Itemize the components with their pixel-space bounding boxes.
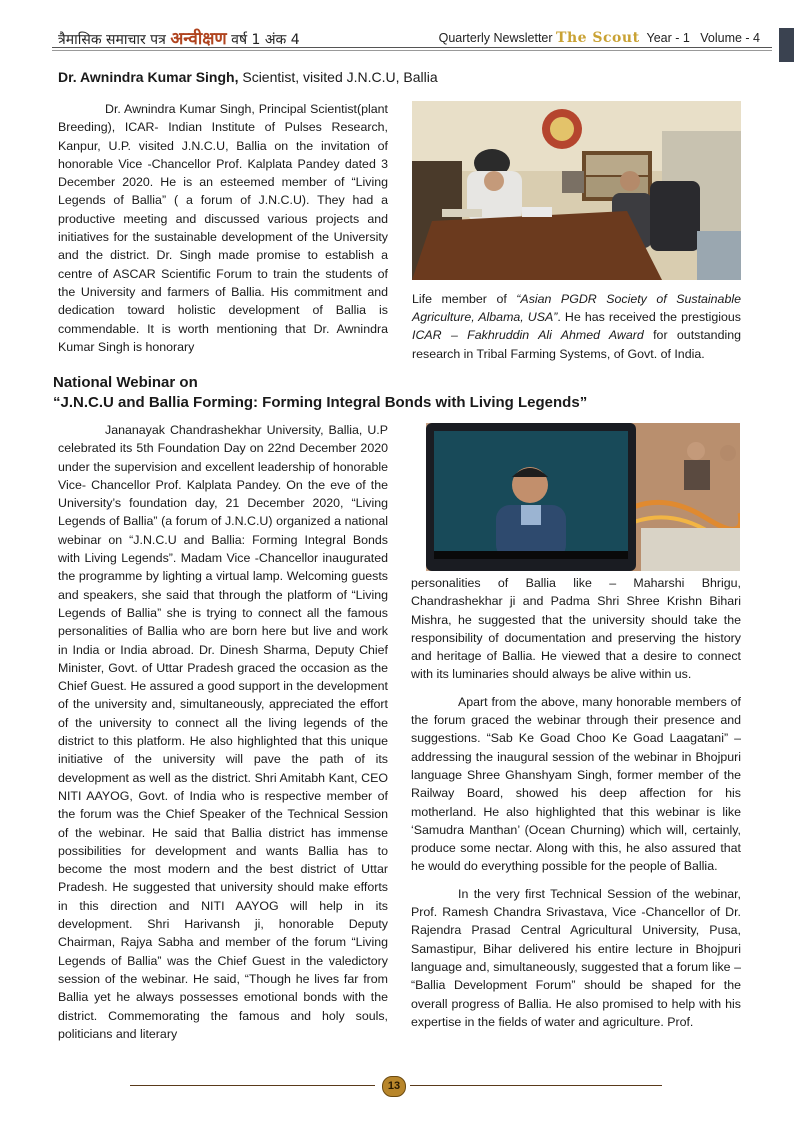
article2-title [53,373,587,413]
webinar-photo [426,423,740,571]
header-rule-thin [52,50,772,51]
article1-heading-rest: Scientist, visited J.N.C.U, Ballia [238,69,438,85]
article1-heading-name: Dr. Awnindra Kumar Singh, [58,69,239,85]
footer-rule-right [410,1085,662,1086]
caption-part-c: . He has received the prestigious [557,310,741,325]
webinar-photo-illustration [426,423,740,571]
header-hindi-brand: अन्वीक्षण [170,29,227,49]
article2-col2-paragraph1: personalities of Ballia like – Maharshi Bhrigu, Chandrashekhar ji and Padma Shri Shree Krishn Bihari Mishra, he suggested that the university should take the responsibility of documentation and preserving the history and heritage of Ballia. He viewed that a desire to connect with its luminaries should always be alive within us. [411,576,741,682]
article2-column-right [411,574,741,1031]
caption-society: “Asian PGDR Society of Sustainable Agriculture, Albama, USA” [412,292,741,325]
header-newsletter-label: Quarterly Newsletter [438,31,553,45]
article2-title-line2: “J.N.C.U and Ballia Forming: Forming Integral Bonds with Living Legends” [53,394,588,411]
article2-col2-paragraph2: Apart from the above, many honorable members of the forum graced the webinar through their presence and suggestions. “Sab Ke Goad Choo Ke Goad Laagatani” – addressing the inaugural session of the webinar in Bhojpuri language Shree Ghanshyam Singh, former member of the Railway Board, showed his deep affection for his motherland. He also highlighted that this webinar is like ‘Samudra Manthan’ (Ocean Churning) which will, certainly, produce some nectar. Along with this, he also assured that he would do everything possible for the people of Ballia. [411,694,741,874]
header-hindi-title [58,26,300,49]
meeting-photo-illustration [412,101,741,280]
article2-title-line1: National Webinar on [53,374,198,391]
article1-body-text: Dr. Awnindra Kumar Singh, Principal Scientist(plant Breeding), ICAR- Indian Institute of Pulses Research, Kanpur, U.P. visited J.N.C.U, Ballia on the invitation of honorable Vice -Chancellor Prof. Kalplata Pandey dated 3 December 2020. He is an esteemed member of “Living Legends of Ballia” ( a forum of J.N.C.U). They had a productive meeting and discussed various projects and initiatives for the sustainable development of the University and the district. Dr. Singh made promise to establish a centre of ASCAR Scientific Forum to train the students of the University and farmers of Ballia. His commitment and dedication toward holistic development of Ballia is commendable. It is worth mentioning that Dr. Awnindra Kumar Singh is honorary [58,102,388,354]
header-hindi-label: त्रैमासिक समाचार पत्र [58,32,166,48]
caption-part-e: for outstanding research in Tribal Farming Systems, of Govt. of India. [412,328,741,361]
caption-award: ICAR – Fakhruddin Ali Ahmed Award [412,328,644,343]
header-english-title [439,30,760,46]
article2-col2-paragraph3: In the very first Technical Session of the webinar, Prof. Ramesh Chandra Srivastava, Vice -Chancellor of Dr. Rajendra Prasad Central Agricultural University, Pusa, Samastipur, Bihar delivered his entire lecture in Bhojpuri language and, simultaneously, suggested that a forum like – “Ballia Development Forum” should be shaped for the overall progress of Ballia. He also promised to help with his expertise in the fields of water and agriculture. Prof. [411,886,741,1029]
article1-body [58,100,388,356]
footer-rule-left [130,1085,375,1086]
article2-column-left [58,421,388,1043]
header-rule [52,47,772,48]
corner-tab [779,28,794,62]
page-number: 13 [382,1076,406,1097]
photo1-caption [412,290,741,363]
article1-heading [58,69,438,85]
meeting-photo [412,101,741,280]
caption-part-a: Life member of [412,292,517,306]
header-issue: Year - 1 Volume - 4 [646,31,760,45]
header-hindi-issue: वर्ष 1 अंक 4 [231,32,300,48]
header-brand: The Scout [556,30,640,46]
article2-col1-text: Jananayak Chandrashekhar University, Ballia, U.P celebrated its 5th Foundation Day on 22nd December 2020 under the supervision and excellent leadership of honorable Vice- Chancellor Prof. Kalplata Pandey. On the eve of the University’s foundation day, 21 December 2020, “Living Legends of Ballia” (a forum of J.N.C.U) organized a national webinar on “J.N.C.U and Ballia: Forming Integral Bonds with Living Legends”. Madam Vice -Chancellor inaugurated the programme by lighting a virtual lamp. Welcoming guests and speakers, she said that through the platform of “Living Legends of Ballia” she is trying to connect all the famous personalities of Ballia who are born here but live and work in India or India abroad. Dr. Dinesh Sharma, Deputy Chief Minister, Govt. of Uttar Pradesh graced the occasion as the Chief Guest. He assured a good support in the development of the university and, simultaneously, appreciated the effort of the university to connect all the living legends of the district to this platform. He also highlighted that this unique initiative of the university will pave the path of its development as well as the district. Shri Amitabh Kant, CEO NITI AAYOG, Govt. of India who is respective member of the forum was the Chief Speaker of the Technical Session of the webinar. He said that Ballia district has immense possibilities for development and wants Ballia has to become the most modern and the best district of Uttar Pradesh. He suggested that university should make efforts in this direction and NITI AAYOG will help in its development. Shri Harivansh ji, honorable Deputy Chairman, Rajya Sabha and member of the forum “Living Legends of Ballia” was the Chief Guest in the valedictory session of the webinar. He said, “Though he lives far from Ballia yet he always possesses emotional bonds with the district. Commemorating the famous and holy souls, politicians and literary [58,423,388,1041]
